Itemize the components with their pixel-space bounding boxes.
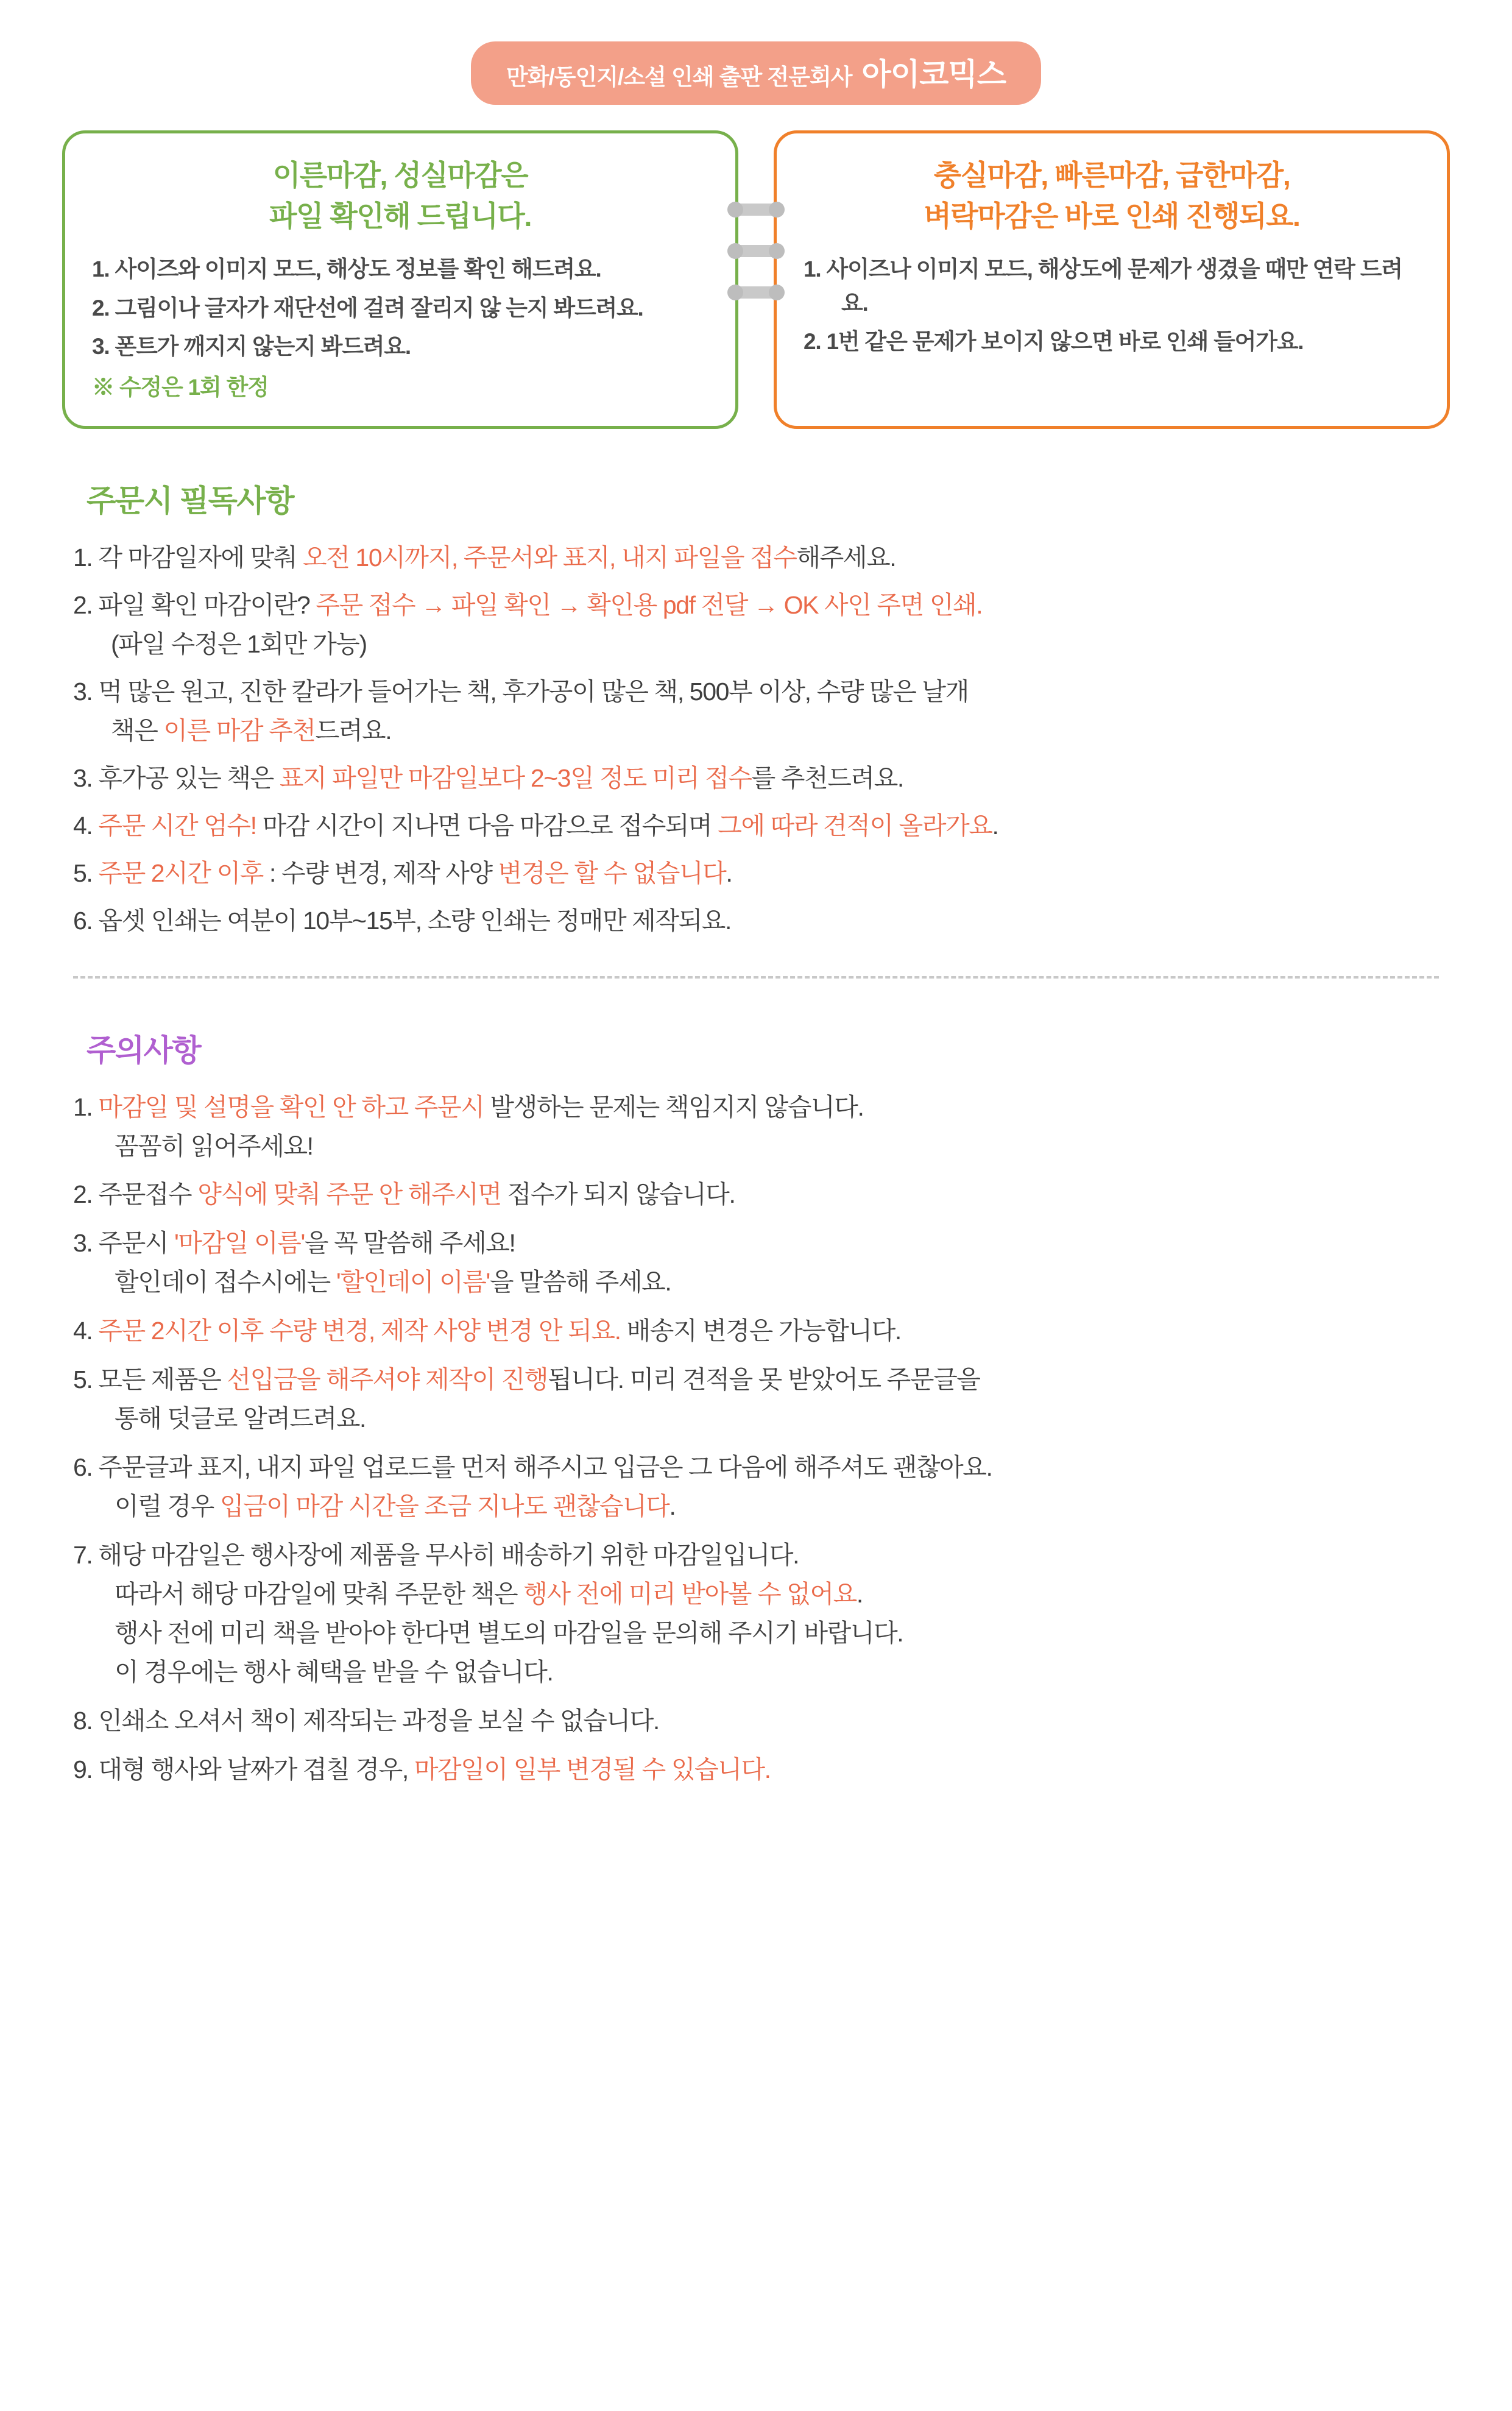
highlight-text: 선입금을 해주셔야 제작이 진행	[227, 1365, 548, 1394]
text: .	[669, 1492, 676, 1521]
list-item: 2. 그림이나 글자가 재단선에 걸려 잘리지 않 는지 봐드려요.	[92, 295, 643, 320]
list-item	[73, 1175, 1439, 1214]
highlight-text: 마감일 및 설명을 확인 안 하고 주문시	[98, 1092, 484, 1121]
list-item-number: 3.	[73, 763, 99, 792]
fast-deadline-title-line2: 벼락마감은 바로 인쇄 진행되요.	[924, 199, 1300, 232]
text: 마감 시간이 지나면 다음 마감으로 접수되며	[256, 811, 718, 840]
text: 할인데이 접수시에는	[115, 1268, 336, 1297]
text: 드려요.	[315, 716, 392, 745]
list-item	[73, 1312, 1439, 1351]
list-item-number: 8.	[73, 1706, 99, 1735]
list-item-number: 2.	[73, 590, 99, 619]
list-item-number: 4.	[73, 1317, 99, 1345]
text: 주문글과 표지, 내지 파일 업로드를 먼저 해주시고 입금은 그 다음에 해주셔도 괜찮아요.	[98, 1453, 992, 1482]
text: : 수량 변경, 제작 사양	[269, 859, 498, 887]
list-item: 2. 1번 같은 문제가 보이지 않으면 바로 인쇄 들어가요.	[804, 329, 1304, 355]
header-banner-wrap	[0, 0, 1512, 105]
list-item-subline	[115, 1487, 1439, 1526]
text: 옵셋 인쇄는 여분이 10부~15부, 소량 인쇄는 정매만 제작되요.	[98, 906, 731, 935]
text: 해주세요.	[796, 543, 896, 572]
banner-company-name: 아이코믹스	[861, 57, 1006, 91]
highlight-text: 변경은 할 수 없습니다	[498, 859, 726, 887]
highlight-text: '할인데이 이름'	[336, 1268, 490, 1297]
text: .	[992, 811, 998, 840]
early-deadline-list	[92, 252, 708, 364]
early-deadline-title	[92, 155, 708, 236]
text: 각 마감일자에 맞춰	[98, 543, 303, 572]
chain-link-icon	[733, 286, 779, 299]
bottom-spacer	[0, 1799, 1512, 1842]
banner-subtitle: 만화/동인지/소설 인쇄 출판 전문회사	[506, 65, 852, 90]
list-item	[73, 1224, 1439, 1302]
text: 접수가 되지 않습니다.	[501, 1180, 735, 1209]
text: 을 꼭 말씀해 주세요!	[304, 1229, 515, 1258]
list-item-subline: 이 경우에는 행사 혜택을 받을 수 없습니다.	[115, 1657, 553, 1686]
must-read-section	[0, 476, 1512, 941]
list-item	[73, 807, 1439, 846]
list-item: 1. 사이즈와 이미지 모드, 해상도 정보를 확인 해드려요.	[92, 257, 601, 282]
text: 책은	[111, 716, 164, 745]
list-item-number: 2.	[73, 1180, 99, 1209]
list-item-number: 7.	[73, 1541, 99, 1570]
chain-link-icon	[733, 245, 779, 257]
text: .	[726, 859, 732, 887]
list-item-number: 5.	[73, 859, 99, 887]
list-item: 3. 폰트가 깨지지 않는지 봐드려요.	[92, 334, 411, 359]
list-item	[73, 854, 1439, 893]
highlight-text: 마감일이 일부 변경될 수 있습니다.	[414, 1755, 771, 1783]
list-item	[73, 1751, 1439, 1790]
highlight-text: 그에 따라 견적이 올라가요	[718, 811, 992, 840]
text: 를 추천드려요.	[751, 763, 903, 792]
early-deadline-title-line1: 이른마감, 성실마감은	[272, 159, 528, 191]
list-item	[73, 759, 1439, 798]
notice-title: 주의사항	[87, 1033, 201, 1067]
text: 이럴 경우	[115, 1492, 220, 1521]
text: .	[856, 1580, 863, 1609]
list-item-number: 9.	[73, 1755, 99, 1783]
list-item-number: 6.	[73, 1453, 99, 1482]
list-item	[73, 586, 1439, 664]
highlight-text: 이른 마감 추천	[163, 716, 316, 745]
fast-deadline-title	[804, 155, 1420, 236]
list-item	[73, 1361, 1439, 1439]
highlight-text: 표지 파일만 마감일보다 2~3일 정도 미리 접수	[279, 763, 752, 792]
must-read-list	[73, 539, 1439, 941]
text: 배송지 변경은 가능합니다.	[620, 1317, 901, 1345]
text: 대형 행사와 날짜가 겹칠 경우,	[98, 1755, 414, 1783]
notice-section	[0, 1026, 1512, 1790]
fast-deadline-title-line1: 충실마감, 빠른마감, 급한마감,	[933, 159, 1290, 191]
highlight-text: 주문 접수 → 파일 확인 → 확인용 pdf 전달 → OK 사인 주면 인쇄.	[316, 590, 983, 619]
text: 을 말씀해 주세요.	[489, 1268, 671, 1297]
list-item-number: 1.	[73, 1092, 99, 1121]
list-item	[73, 673, 1439, 751]
early-deadline-box	[62, 130, 738, 429]
text: 파일 확인 마감이란?	[98, 590, 316, 619]
highlight-text: 주문 시간 엄수!	[98, 811, 256, 840]
highlight-text: 행사 전에 미리 받아볼 수 없어요	[523, 1580, 857, 1609]
list-item-subline: 행사 전에 미리 책을 받아야 한다면 별도의 마감일을 문의해 주시기 바랍니다.	[115, 1618, 903, 1647]
text: 인쇄소 오셔서 책이 제작되는 과정을 보실 수 없습니다.	[98, 1706, 659, 1735]
list-item	[73, 1702, 1439, 1741]
list-item	[73, 1536, 1439, 1692]
list-item	[73, 539, 1439, 578]
list-item-number: 6.	[73, 906, 99, 935]
list-item	[73, 1448, 1439, 1526]
notice-list	[73, 1088, 1439, 1790]
list-item-subline: (파일 수정은 1회만 가능)	[111, 629, 367, 658]
list-item-number: 1.	[73, 543, 99, 572]
header-banner	[471, 41, 1041, 105]
text: 발생하는 문제는 책임지지 않습니다.	[484, 1092, 864, 1121]
early-deadline-title-line2: 파일 확인해 드립니다.	[269, 199, 531, 232]
fast-deadline-list	[804, 252, 1420, 359]
highlight-text: 입금이 마감 시간을 조금 지나도 괜찮습니다	[219, 1492, 669, 1521]
must-read-title: 주문시 필독사항	[87, 483, 294, 518]
text: 주문접수	[98, 1180, 198, 1209]
deadline-boxes	[0, 130, 1512, 429]
early-deadline-note: ※ 수정은 1회 한정	[92, 374, 269, 400]
list-item: 1. 사이즈나 이미지 모드, 해상도에 문제가 생겼을 때만 연락 드려요.	[804, 257, 1402, 316]
text: 후가공 있는 책은	[98, 763, 280, 792]
list-item-subline: 꼼꼼히 읽어주세요!	[115, 1131, 313, 1160]
list-item-subline	[115, 1263, 1439, 1302]
highlight-text: 주문 2시간 이후	[98, 859, 270, 887]
text: 따라서 해당 마감일에 맞춰 주문한 책은	[115, 1580, 524, 1609]
list-item-subline: 통해 덧글로 알려드려요.	[115, 1404, 366, 1433]
highlight-text: 양식에 맞춰 주문 안 해주시면	[197, 1180, 501, 1209]
list-item	[73, 902, 1439, 941]
text: 먹 많은 원고, 진한 칼라가 들어가는 책, 후가공이 많은 책, 500부 이상, 수량 많은 날개	[98, 677, 969, 706]
chain-connector-icon	[733, 204, 779, 299]
text: 주문시	[98, 1229, 174, 1258]
highlight-text: '마감일 이름'	[174, 1229, 305, 1258]
fast-deadline-box	[774, 130, 1450, 429]
list-item-subline	[111, 712, 1439, 751]
list-item-subline	[115, 1575, 1439, 1614]
section-divider	[73, 976, 1439, 979]
chain-link-icon	[733, 204, 779, 216]
text: 모든 제품은	[98, 1365, 227, 1394]
list-item	[73, 1088, 1439, 1166]
highlight-text: 주문 2시간 이후 수량 변경, 제작 사양 변경 안 되요.	[98, 1317, 621, 1345]
list-item-number: 5.	[73, 1365, 99, 1394]
text: 해당 마감일은 행사장에 제품을 무사히 배송하기 위한 마감일입니다.	[98, 1541, 799, 1570]
list-item-number: 4.	[73, 811, 99, 840]
text: 됩니다. 미리 견적을 못 받았어도 주문글을	[548, 1365, 980, 1394]
list-item-number: 3.	[73, 1229, 99, 1258]
list-item-number: 3.	[73, 677, 99, 706]
highlight-text: 오전 10시까지, 주문서와 표지, 내지 파일을 접수	[303, 543, 797, 572]
